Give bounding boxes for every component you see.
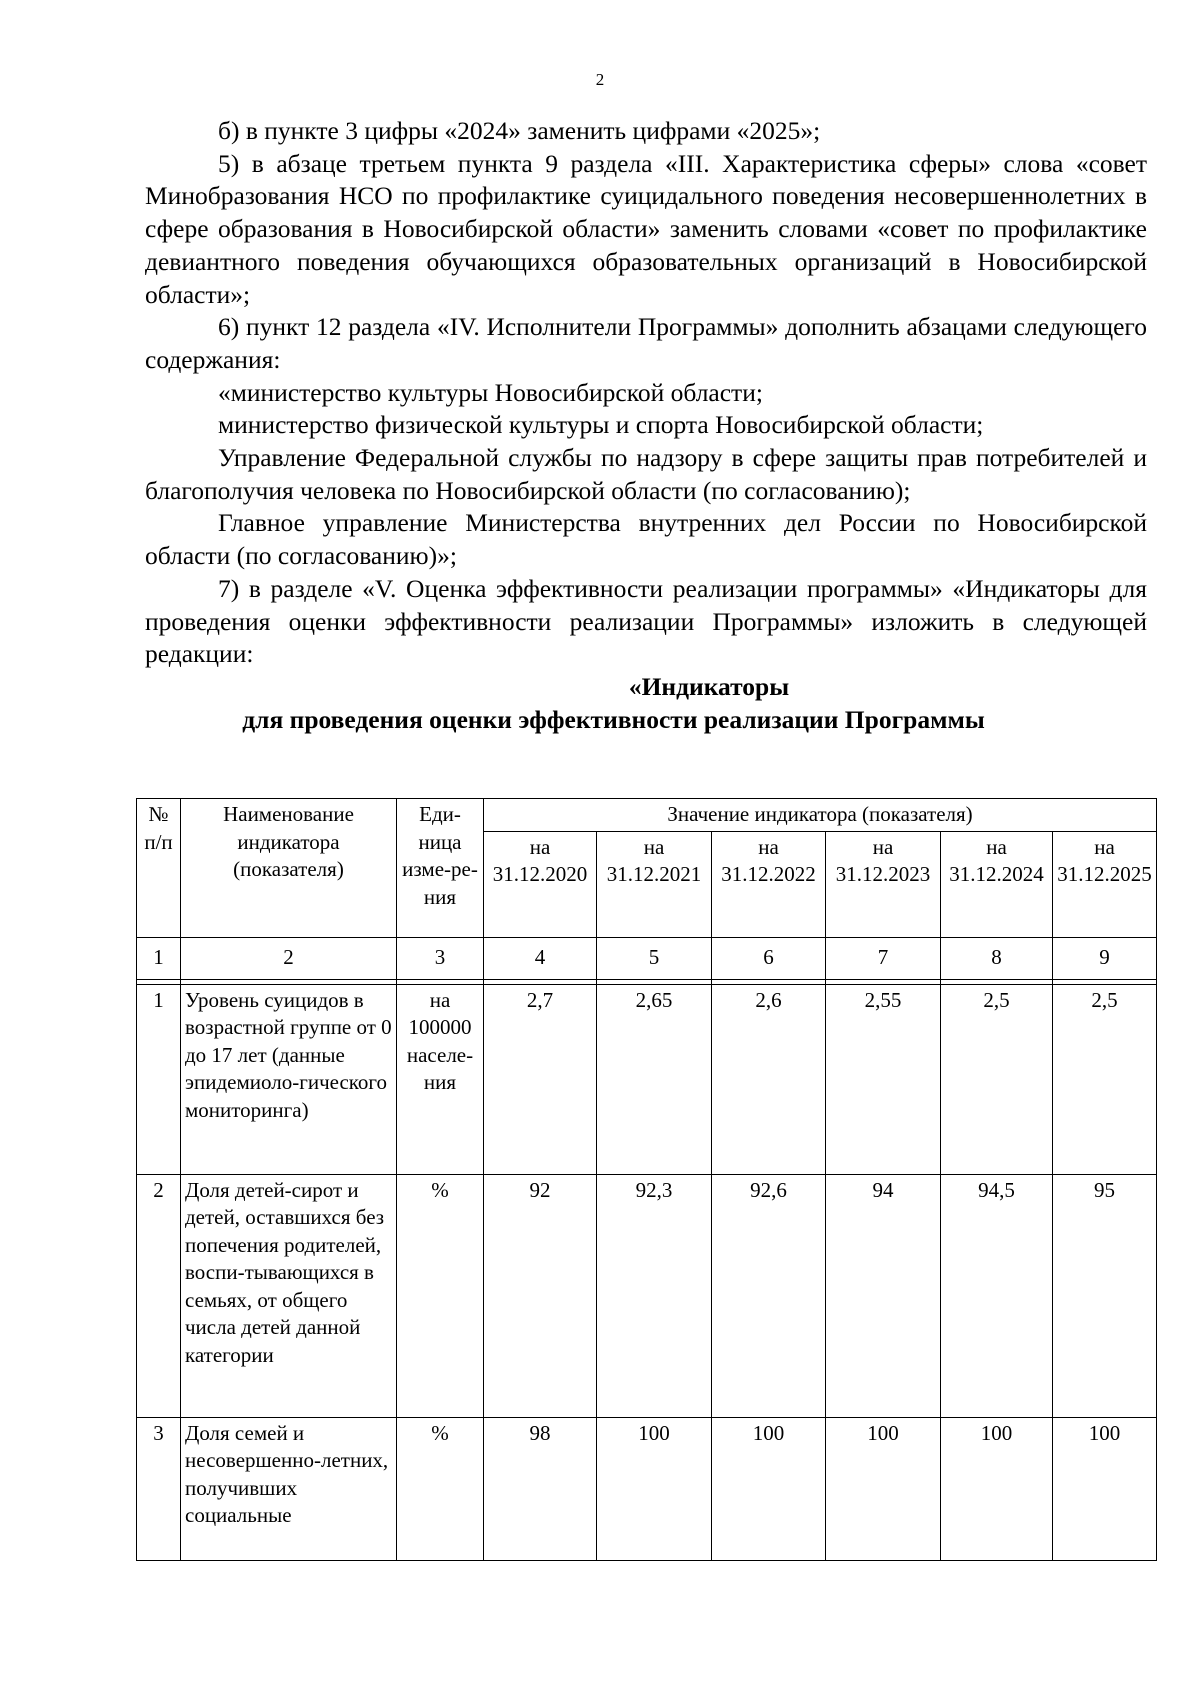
table-row [137,1417,1157,1560]
row-unit: % [397,1417,484,1560]
paragraph-rospotrebnadzor: Управление Федеральной службы по надзору в сфере защиты прав потребителей и благополучия человека по Новосибирской области (по согласованию); [145,443,1147,505]
header-value-group: Значение индикатора (показателя) [484,799,1157,832]
header-date-2025: на 31.12.2025 [1053,831,1157,937]
paragraph-ministry-sport: министерство физической культуры и спорта Новосибирской области; [218,410,984,440]
header-unit: Еди-ница изме-ре-ния [397,799,484,938]
row-value: 2,55 [826,984,941,1174]
column-number: 6 [712,937,826,979]
header-date-2021: на 31.12.2021 [597,831,712,937]
table-header-row-1 [137,799,1157,832]
row-value: 2,7 [484,984,597,1174]
table-row [137,1174,1157,1417]
row-value: 100 [941,1417,1053,1560]
page-number: 2 [595,70,605,89]
row-value: 94 [826,1174,941,1417]
header-name: Наименование индикатора (показателя) [181,799,397,938]
row-num: 2 [137,1174,181,1417]
paragraph-mvd: Главное управление Министерства внутренних дел России по Новосибирской области (по согласованию)»; [145,508,1147,571]
row-indicator-name: Доля детей-сирот и детей, оставшихся без попечения родителей, воспи-тывающихся в семьях, от общего числа детей данной категории [181,1174,397,1417]
row-unit: % [397,1174,484,1417]
row-value: 2,65 [597,984,712,1174]
header-date-2024: на 31.12.2024 [941,831,1053,937]
paragraph-6-section-iv: 6) пункт 12 раздела «IV. Исполнители Программы» дополнить абзацами следующего содержания: [145,312,1147,374]
table-row [137,984,1157,1174]
row-value: 95 [1053,1174,1157,1417]
row-value: 98 [484,1417,597,1560]
column-number: 9 [1053,937,1157,979]
document-body [145,115,1147,736]
table-title-line-1: «Индикаторы [628,671,790,701]
column-number: 8 [941,937,1053,979]
row-num: 3 [137,1417,181,1560]
row-indicator-name: Уровень суицидов в возрастной группе от 0 до 17 лет (данные эпидемиоло-гического мониторинга) [181,984,397,1174]
column-number: 4 [484,937,597,979]
header-date-2023: на 31.12.2023 [826,831,941,937]
column-number: 1 [137,937,181,979]
row-value: 100 [826,1417,941,1560]
column-number: 7 [826,937,941,979]
row-value: 100 [1053,1417,1157,1560]
row-unit: на 100000 населе-ния [397,984,484,1174]
header-num: № п/п [137,799,181,938]
column-numbers-row [137,937,1157,979]
paragraph-ministry-culture: «министерство культуры Новосибирской области; [218,377,763,407]
row-value: 92,3 [597,1174,712,1417]
row-value: 92,6 [712,1174,826,1417]
column-number: 5 [597,937,712,979]
column-number: 3 [397,937,484,979]
header-date-2020: на 31.12.2020 [484,831,597,937]
row-value: 2,5 [941,984,1053,1174]
row-value: 2,5 [1053,984,1157,1174]
row-value: 2,6 [712,984,826,1174]
row-value: 94,5 [941,1174,1053,1417]
paragraph-5-section-iii: 5) в абзаце третьем пункта 9 раздела «III. Характеристика сферы» слова «совет Минобразования НСО по профилактике суицидального поведения несовершеннолетних в сфере образования в Новосибирской области» заменить словами «совет по профилактике девиантного поведения обучающихся образовательных организаций в Новосибирской области»; [145,148,1147,309]
row-value: 100 [712,1417,826,1560]
indicators-table [136,798,1157,1561]
row-num: 1 [137,984,181,1174]
row-value: 92 [484,1174,597,1417]
header-date-2022: на 31.12.2022 [712,831,826,937]
row-value: 100 [597,1417,712,1560]
table-title-line-2: для проведения оценки эффективности реализации Программы [242,704,985,734]
row-indicator-name: Доля семей и несовершенно-летних, получивших социальные [181,1417,397,1560]
paragraph-b-point-3: б) в пункте 3 цифры «2024» заменить цифрами «2025»; [218,116,821,145]
paragraph-7-section-v: 7) в разделе «V. Оценка эффективности реализации программы» «Индикаторы для проведения оценки эффективности реализации Программы» изложить в следующей редакции: [145,573,1147,669]
column-number: 2 [181,937,397,979]
